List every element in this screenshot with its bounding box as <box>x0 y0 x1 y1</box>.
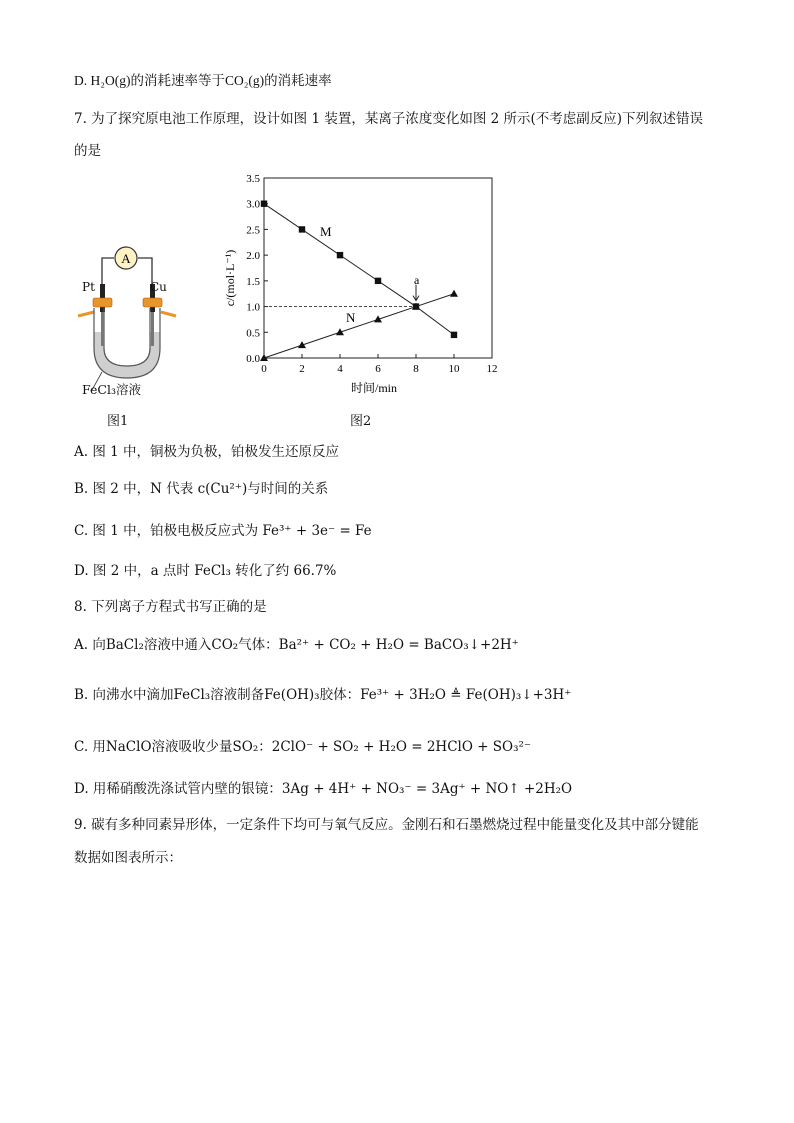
y-axis-label: c/(mol·L⁻¹) <box>223 249 237 307</box>
question-9-stem: 9. 碳有多种同素异形体，一定条件下均可与氧气反应。金刚石和石墨燃烧过程中能量变化及其中部分键能 <box>74 817 699 833</box>
point-label-a: a <box>414 273 420 287</box>
plot-frame <box>264 178 492 358</box>
ammeter-label: A <box>121 251 131 266</box>
question-7-option-c: C. 图 1 中，铂极电极反应式为 Fe³⁺ + 3e⁻ = Fe <box>74 523 372 539</box>
question-8-option-b: B. 向沸水中滴加FeCl₃溶液制备Fe(OH)₃胶体：Fe³⁺ + 3H₂O ≜ Fe(OH)₃↓+3H⁺ <box>74 687 572 703</box>
data-point-m <box>375 278 381 284</box>
x-tick-label: 10 <box>448 363 460 375</box>
cu-label: Cu <box>150 280 167 294</box>
figure-2-chart <box>220 170 510 400</box>
series-line-n <box>264 294 454 358</box>
figure-2-caption: 图2 <box>350 414 372 429</box>
y-tick-label: 0.0 <box>246 353 260 365</box>
question-7-option-a: A. 图 1 中，铜极为负极，铂极发生还原反应 <box>74 444 340 460</box>
question-8-option-a: A. 向BaCl₂溶液中通入CO₂气体：Ba²⁺ + CO₂ + H₂O = BaCO₃↓+2H⁺ <box>74 637 519 653</box>
question-8-stem: 8. 下列离子方程式书写正确的是 <box>74 599 267 615</box>
question-9-stem-cont: 数据如图表所示： <box>74 850 182 866</box>
figure-1-caption: 图1 <box>107 414 129 429</box>
x-axis-label: 时间/min <box>350 381 398 395</box>
concentration-time-chart <box>220 170 510 400</box>
question-6-option-d: D. H₂O(g)的消耗速率等于CO₂(g)的消耗速率 <box>74 73 332 88</box>
x-tick-label: 8 <box>413 363 419 375</box>
x-tick-label: 12 <box>486 363 498 375</box>
data-point-m <box>261 201 267 207</box>
question-7-stem: 7. 为了探究原电池工作原理，设计如图 1 装置，某离子浓度变化如图 2 所示(不考虑副反应)下列叙述错误 <box>74 111 704 127</box>
question-8-option-c: C. 用NaClO溶液吸收少量SO₂：2ClO⁻ + SO₂ + H₂O = 2HClO + SO₃²⁻ <box>74 739 532 755</box>
data-point-m <box>299 226 305 232</box>
solution-label: FeCl₃溶液 <box>82 382 141 397</box>
y-tick-label: 2.5 <box>246 224 260 237</box>
y-tick-label: 3.5 <box>246 173 260 185</box>
x-tick-label: 2 <box>299 363 305 375</box>
y-tick-label: 1.0 <box>246 301 260 314</box>
x-tick-label: 6 <box>375 363 381 375</box>
y-tick-label: 0.5 <box>246 327 260 340</box>
question-7-option-b: B. 图 2 中，N 代表 c(Cu²⁺)与时间的关系 <box>74 481 329 497</box>
y-tick-label: 1.5 <box>246 275 260 288</box>
y-tick-label: 2.0 <box>246 250 260 263</box>
data-point-m <box>337 252 343 258</box>
figure-1-galvanic-cell <box>72 236 182 406</box>
series-label-m: M <box>320 224 332 239</box>
x-tick-label: 0 <box>261 363 267 375</box>
series-label-n: N <box>346 310 356 325</box>
question-8-option-d: D. 用稀硝酸洗涤试管内壁的银镜：3Ag + 4H⁺ + NO₃⁻ = 3Ag⁺ + NO↑ +2H₂O <box>74 781 573 797</box>
y-tick-label: 3.0 <box>246 198 260 211</box>
data-point-n <box>450 290 458 297</box>
x-tick-label: 4 <box>337 363 343 375</box>
question-7-stem-cont: 的是 <box>74 143 101 159</box>
data-point-m <box>451 332 457 338</box>
pt-label: Pt <box>82 280 95 294</box>
question-7-option-d: D. 图 2 中，a 点时 FeCl₃ 转化了约 66.7% <box>74 563 337 579</box>
series-line-m <box>264 204 454 335</box>
